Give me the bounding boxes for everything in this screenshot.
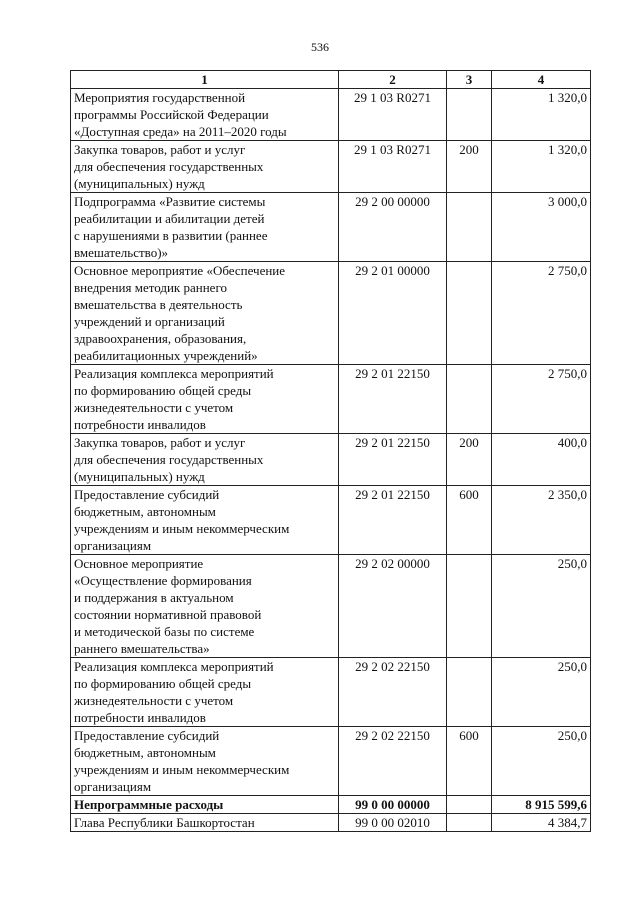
row-name-line: Закупка товаров, работ и услуг	[74, 435, 246, 450]
row-name-line: по формированию общей среды	[74, 383, 252, 398]
header-col-2: 2	[339, 71, 447, 89]
row-code: 29 2 01 22150	[339, 365, 447, 434]
row-code: 99 0 00 00000	[339, 796, 447, 814]
row-name-line: Глава Республики Башкортостан	[74, 815, 255, 830]
row-name-line: Реализация комплекса мероприятий	[74, 366, 274, 381]
row-name-line: для обеспечения государственных	[74, 159, 264, 174]
row-amount: 3 000,0	[492, 193, 591, 262]
row-expense-type	[447, 796, 492, 814]
header-col-1: 1	[71, 71, 339, 89]
row-amount: 4 384,7	[492, 814, 591, 832]
row-name	[71, 486, 339, 555]
row-name-line: (муниципальных) нужд	[74, 469, 205, 484]
row-name-line: для обеспечения государственных	[74, 452, 264, 467]
row-expense-type: 200	[447, 141, 492, 193]
row-name-line: с нарушениями в развитии (раннее	[74, 228, 268, 243]
row-expense-type	[447, 89, 492, 141]
table-row	[71, 814, 591, 832]
row-name-line: Реализация комплекса мероприятий	[74, 659, 274, 674]
row-name-line: Закупка товаров, работ и услуг	[74, 142, 246, 157]
header-col-3: 3	[447, 71, 492, 89]
row-name	[71, 727, 339, 796]
row-amount: 250,0	[492, 727, 591, 796]
table-row	[71, 193, 591, 262]
row-code: 29 2 02 22150	[339, 658, 447, 727]
row-name-line: Предоставление субсидий	[74, 728, 220, 743]
row-name-line: бюджетным, автономным	[74, 504, 216, 519]
table-row	[71, 727, 591, 796]
header-col-4: 4	[492, 71, 591, 89]
row-name-line: состоянии нормативной правовой	[74, 607, 262, 622]
row-amount: 2 750,0	[492, 262, 591, 365]
row-name-line: Основное мероприятие	[74, 556, 204, 571]
header-row	[71, 71, 591, 89]
row-name-line: учреждениям и иным некоммерческим	[74, 521, 290, 536]
page-number: 536	[311, 40, 329, 54]
budget-table	[70, 70, 591, 832]
row-name-line: Основное мероприятие «Обеспечение	[74, 263, 286, 278]
row-name	[71, 814, 339, 832]
row-name	[71, 365, 339, 434]
row-name-line: раннего вмешательства»	[74, 641, 210, 656]
row-amount: 250,0	[492, 658, 591, 727]
row-name-line: здравоохранения, образования,	[74, 331, 247, 346]
row-name-line: Непрограммные расходы	[74, 797, 224, 812]
table-row	[71, 434, 591, 486]
row-name-line: вмешательство)»	[74, 245, 169, 260]
row-name-line: жизнедеятельности с учетом	[74, 400, 234, 415]
row-name-line: (муниципальных) нужд	[74, 176, 205, 191]
row-name-line: внедрения методик раннего	[74, 280, 227, 295]
row-name	[71, 89, 339, 141]
row-name	[71, 193, 339, 262]
row-name-line: по формированию общей среды	[74, 676, 252, 691]
row-expense-type: 200	[447, 434, 492, 486]
row-amount: 1 320,0	[492, 89, 591, 141]
row-name-line: реабилитации и абилитации детей	[74, 211, 265, 226]
row-code: 29 2 01 22150	[339, 486, 447, 555]
row-name-line: Предоставление субсидий	[74, 487, 220, 502]
row-amount: 250,0	[492, 555, 591, 658]
table-header	[71, 71, 591, 89]
row-name-line: организациям	[74, 538, 152, 553]
row-name-line: Мероприятия государственной	[74, 90, 246, 105]
table-row	[71, 486, 591, 555]
row-amount: 2 350,0	[492, 486, 591, 555]
row-amount: 1 320,0	[492, 141, 591, 193]
row-name-line: жизнедеятельности с учетом	[74, 693, 234, 708]
row-code: 29 2 02 22150	[339, 727, 447, 796]
row-code: 29 2 02 00000	[339, 555, 447, 658]
row-code: 29 1 03 R0271	[339, 89, 447, 141]
row-expense-type	[447, 365, 492, 434]
table-row	[71, 262, 591, 365]
row-expense-type	[447, 193, 492, 262]
row-name-line: потребности инвалидов	[74, 417, 206, 432]
row-name-line: «Осуществление формирования	[74, 573, 252, 588]
row-code: 29 2 00 00000	[339, 193, 447, 262]
row-name-line: организациям	[74, 779, 152, 794]
row-name	[71, 262, 339, 365]
row-name-line: и поддержания в актуальном	[74, 590, 234, 605]
row-name-line: вмешательства в деятельность	[74, 297, 243, 312]
row-name	[71, 434, 339, 486]
row-amount: 8 915 599,6	[492, 796, 591, 814]
row-name-line: учреждениям и иным некоммерческим	[74, 762, 290, 777]
row-expense-type	[447, 262, 492, 365]
row-name	[71, 796, 339, 814]
row-name-line: «Доступная среда» на 2011–2020 годы	[74, 124, 287, 139]
row-name	[71, 141, 339, 193]
row-code: 29 2 01 22150	[339, 434, 447, 486]
row-name-line: потребности инвалидов	[74, 710, 206, 725]
row-name-line: учреждений и организаций	[74, 314, 225, 329]
row-name-line: программы Российской Федерации	[74, 107, 269, 122]
row-expense-type	[447, 555, 492, 658]
row-name	[71, 658, 339, 727]
table-body	[71, 89, 591, 832]
row-name-line: Подпрограмма «Развитие системы	[74, 194, 266, 209]
row-expense-type	[447, 658, 492, 727]
row-expense-type: 600	[447, 727, 492, 796]
row-code: 29 1 03 R0271	[339, 141, 447, 193]
table-row	[71, 796, 591, 814]
table-row	[71, 555, 591, 658]
row-expense-type: 600	[447, 486, 492, 555]
row-code: 99 0 00 02010	[339, 814, 447, 832]
row-code: 29 2 01 00000	[339, 262, 447, 365]
table-row	[71, 89, 591, 141]
table-row	[71, 365, 591, 434]
row-name-line: реабилитационных учреждений»	[74, 348, 258, 363]
table-row	[71, 141, 591, 193]
row-amount: 2 750,0	[492, 365, 591, 434]
table-row	[71, 658, 591, 727]
row-amount: 400,0	[492, 434, 591, 486]
row-name	[71, 555, 339, 658]
row-expense-type	[447, 814, 492, 832]
row-name-line: бюджетным, автономным	[74, 745, 216, 760]
row-name-line: и методической базы по системе	[74, 624, 255, 639]
